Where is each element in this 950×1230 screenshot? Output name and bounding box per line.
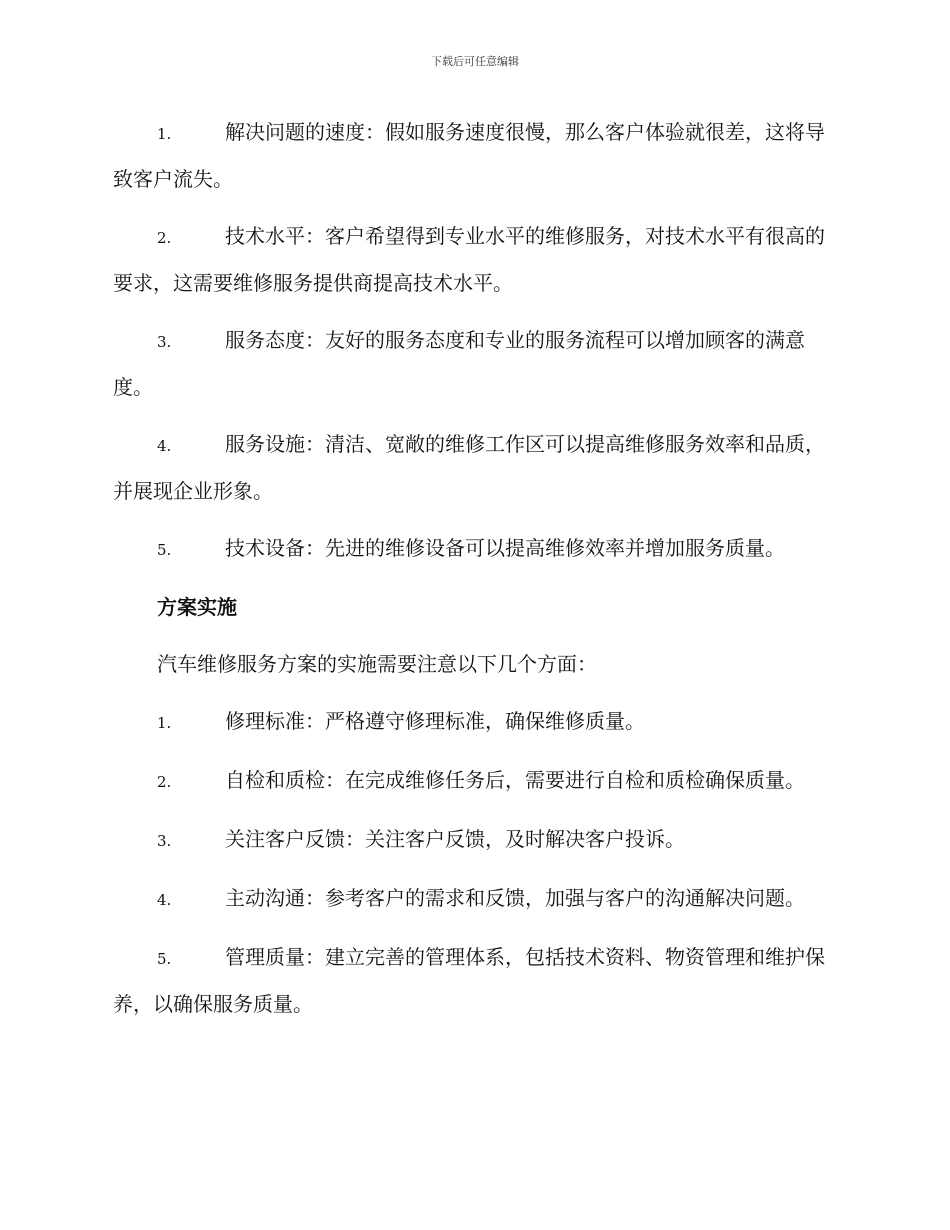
list-number: 2. [157, 773, 172, 791]
list-text: 关注客户反馈：关注客户反馈，及时解决客户投诉。 [225, 827, 685, 851]
list-item [113, 422, 838, 514]
list-text: 管理质量：建立完善的管理体系，包括技术资料、物资管理和维护保养，以确保服务质量。 [113, 945, 825, 1016]
list-text: 解决问题的速度：假如服务速度很慢，那么客户体验就很差，这将导致客户流失。 [113, 120, 825, 191]
list-number: 4. [157, 891, 172, 909]
list-item [113, 817, 838, 864]
page-header: 下载后可任意编辑 [431, 55, 519, 68]
list-number: 1. [157, 125, 172, 143]
list-number: 4. [157, 437, 172, 455]
list-number: 3. [157, 832, 172, 850]
list-text: 自检和质检：在完成维修任务后，需要进行自检和质检确保质量。 [225, 768, 805, 792]
list-item [113, 214, 838, 306]
list-item [113, 110, 838, 202]
section-heading: 方案实施 [157, 595, 237, 619]
list-text: 服务态度：友好的服务态度和专业的服务流程可以增加顾客的满意度。 [113, 328, 805, 399]
list-item [113, 526, 838, 573]
list-item [113, 935, 838, 1027]
list-item [113, 699, 838, 746]
list-number: 2. [157, 229, 172, 247]
list-item [113, 876, 838, 923]
list-text: 修理标准：严格遵守修理标准，确保维修质量。 [225, 709, 645, 733]
list-text: 技术水平：客户希望得到专业水平的维修服务，对技术水平有很高的要求，这需要维修服务提供商提高技术水平。 [113, 224, 825, 295]
list-number: 5. [157, 541, 172, 559]
list-item [113, 758, 838, 805]
list-number: 5. [157, 950, 172, 968]
list-number: 3. [157, 333, 172, 351]
list-text: 服务设施：清洁、宽敞的维修工作区可以提高维修服务效率和品质，并展现企业形象。 [113, 432, 825, 503]
list-text: 技术设备：先进的维修设备可以提高维修效率并增加服务质量。 [225, 536, 785, 560]
list-number: 1. [157, 714, 172, 732]
document-body [113, 110, 838, 1039]
section-intro: 汽车维修服务方案的实施需要注意以下几个方面： [157, 652, 597, 676]
list-item [113, 318, 838, 410]
list-text: 主动沟通：参考客户的需求和反馈，加强与客户的沟通解决问题。 [225, 886, 805, 910]
